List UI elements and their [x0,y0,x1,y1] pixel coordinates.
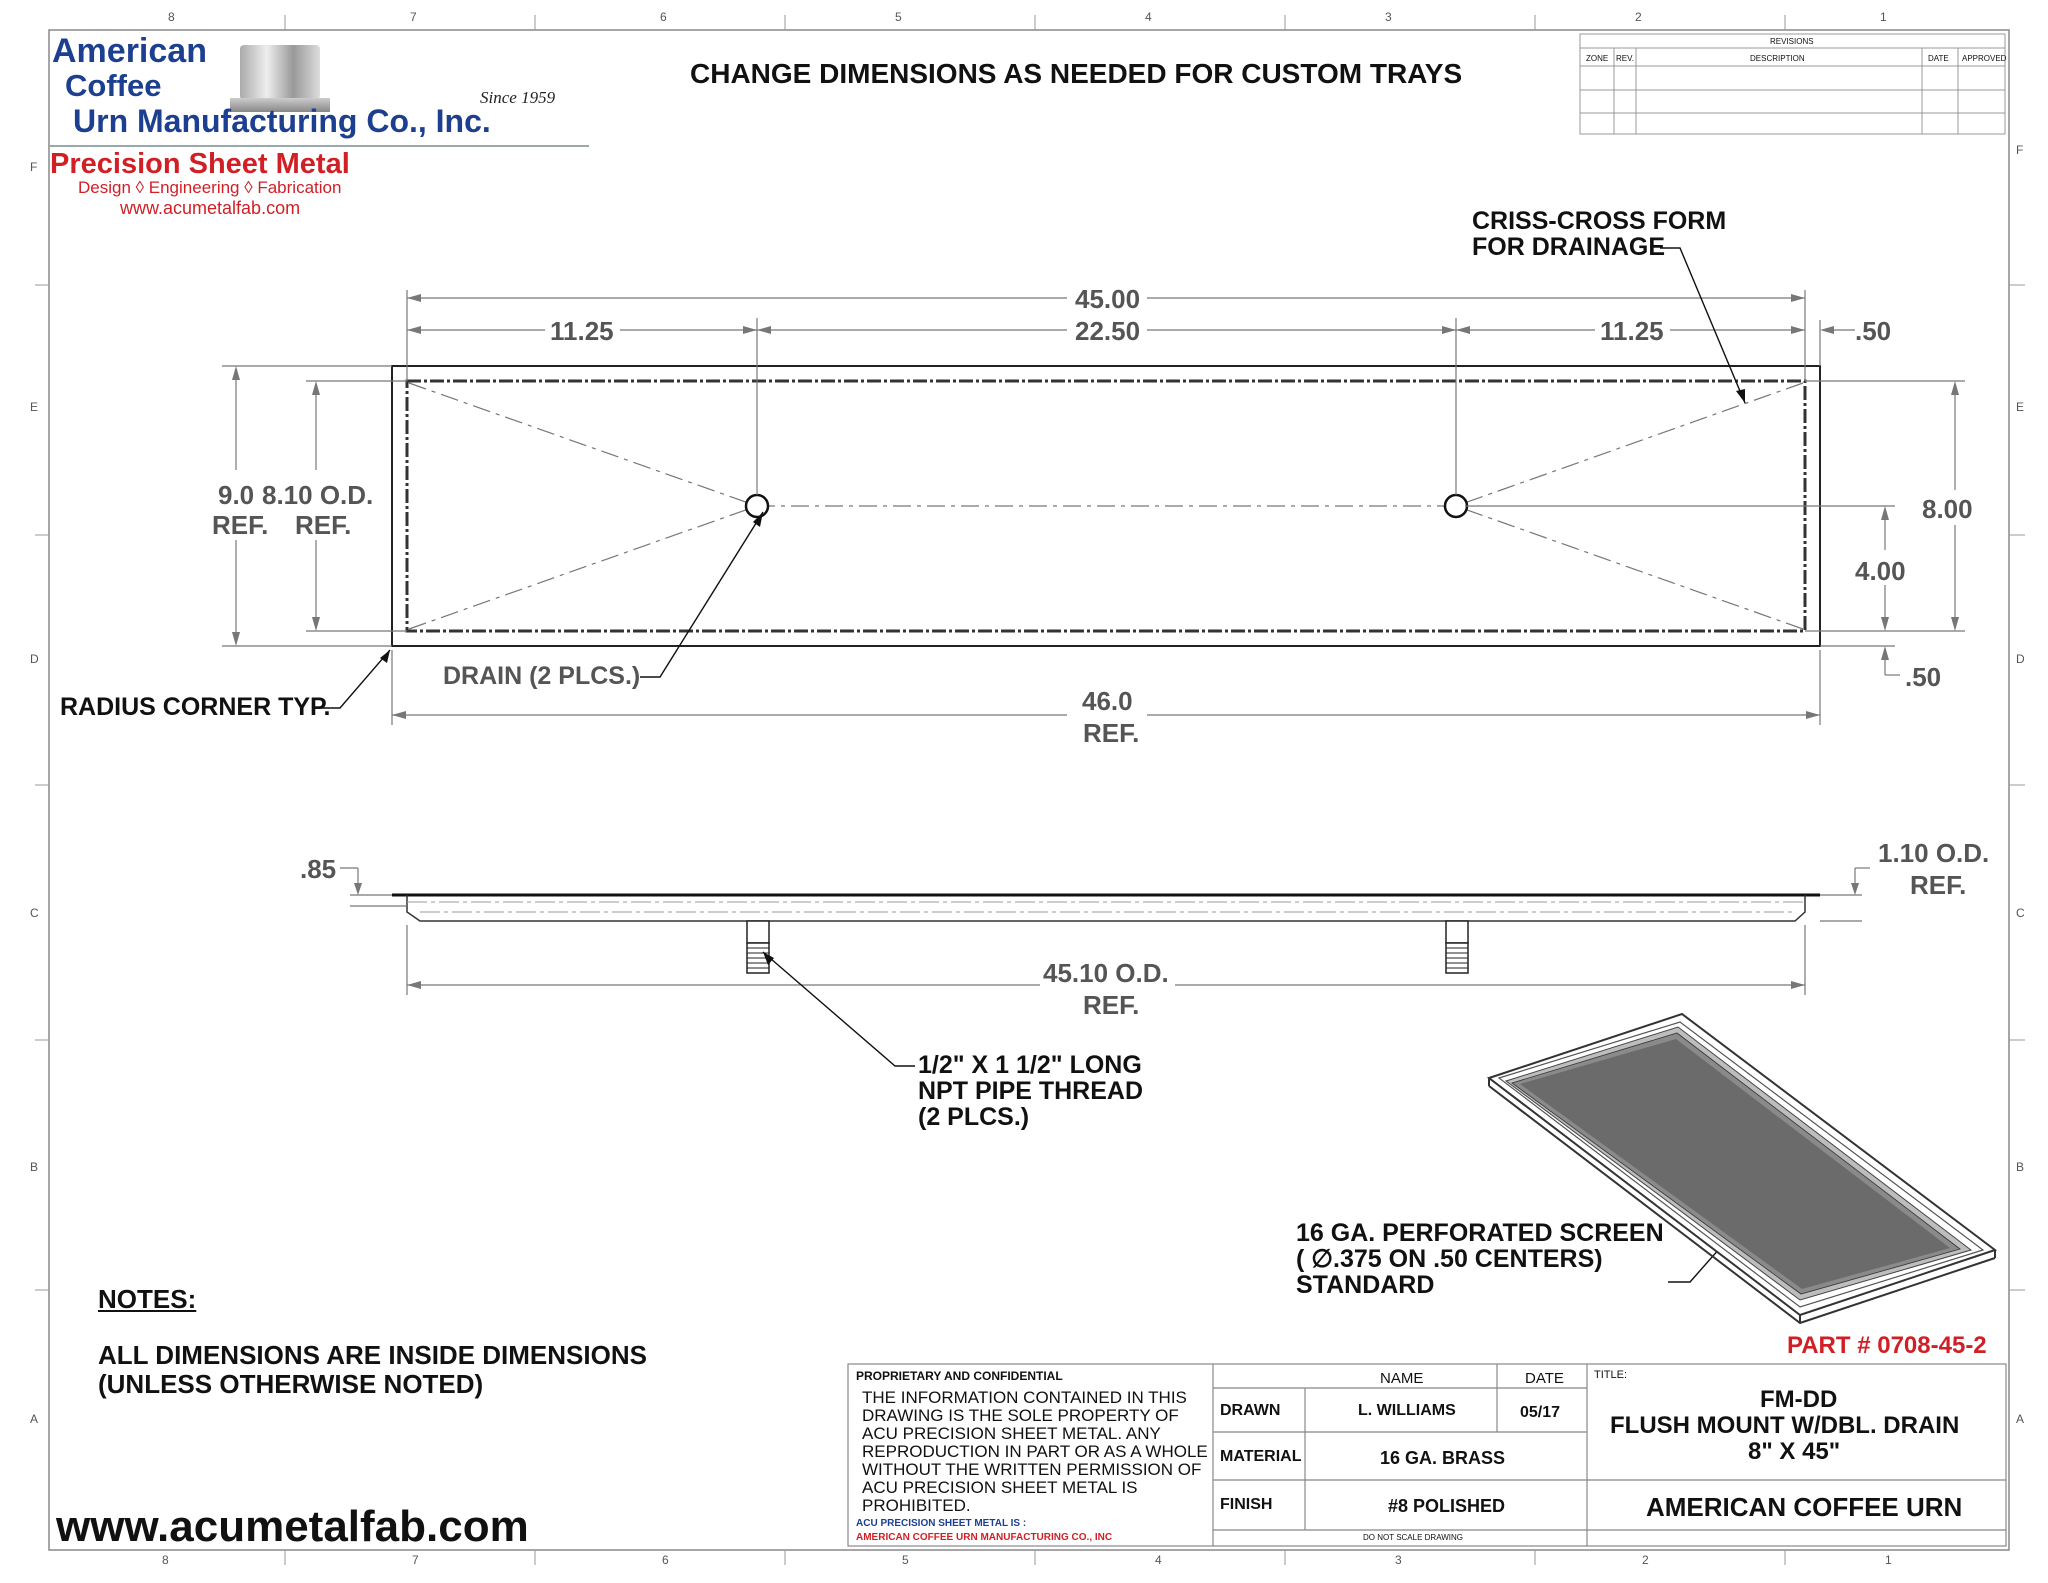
callout-criss-cross-1: CRISS-CROSS FORM [1472,207,1727,235]
sheet-border [49,30,2009,1550]
callout-thread-2: NPT PIPE THREAD [918,1077,1144,1105]
isometric-view [1489,1014,1995,1323]
grid-col-top-7: 7 [410,10,417,24]
grid-col-bottom-6: 6 [662,1553,669,1567]
notes-line-2: (UNLESS OTHERWISE NOTED) [98,1369,484,1399]
prop-line-6: ACU PRECISION SHEET METAL IS [862,1478,1138,1497]
prop-line-1: THE INFORMATION CONTAINED IN THIS [862,1388,1187,1407]
callout-thread-3: (2 PLCS.) [918,1103,1030,1131]
drawn-label: DRAWN [1220,1402,1281,1419]
grid-col-bottom-4: 4 [1155,1553,1162,1567]
prop-line-3: ACU PRECISION SHEET METAL. ANY [862,1424,1161,1443]
callout-thread-1: 1/2" X 1 1/2" LONG [918,1051,1142,1079]
notes-line-1: ALL DIMENSIONS ARE INSIDE DIMENSIONS [98,1340,647,1370]
dim-right-offset: 11.25 [1600,316,1664,346]
prop-heading: PROPRIETARY AND CONFIDENTIAL [856,1369,1063,1383]
logo-line-coffee: Coffee [65,68,162,103]
grid-row-right-a: A [2016,1412,2025,1426]
title-line-3: 8" X 45" [1748,1438,1841,1465]
side-body [407,895,1805,921]
acu-line-1: ACU PRECISION SHEET METAL IS : [856,1518,1027,1529]
prop-line-2: DRAWING IS THE SOLE PROPERTY OF [862,1406,1179,1425]
revisions-col-date: DATE [1928,54,1949,63]
drawn-date: 05/17 [1520,1404,1561,1421]
dim-od-length-ref: REF. [1083,990,1140,1020]
revisions-title: REVISIONS [1770,37,1814,46]
grid-row-right-e: E [2016,400,2025,414]
logo-since: Since 1959 [480,88,556,107]
grid-col-bottom-2: 2 [1642,1553,1649,1567]
grid-col-top-1: 1 [1880,10,1887,24]
page-banner: CHANGE DIMENSIONS AS NEEDED FOR CUSTOM TRAYS [690,58,1463,89]
grid-ticks [35,15,2025,1565]
dim-center-span: 22.50 [1075,316,1141,346]
grid-row-left-c: C [30,906,39,920]
logo-line-american: American [52,32,207,70]
dim-ref-height-ref: REF. [212,510,269,540]
grid-col-bottom-8: 8 [162,1553,169,1567]
revisions-table-lines [1580,34,2005,134]
callout-screen-3: STANDARD [1296,1271,1435,1299]
grid-row-left-a: A [30,1412,39,1426]
revisions-col-approved: APPROVED [1962,54,2007,63]
material-value: 16 GA. BRASS [1380,1448,1506,1468]
dimension-lines-top [222,290,1965,725]
grid-row-right-b: B [2016,1160,2025,1174]
logo-services: Design ◊ Engineering ◊ Fabrication [78,178,342,197]
notes-heading: NOTES: [98,1284,197,1314]
dim-depth: .85 [300,854,337,884]
grid-col-top-3: 3 [1385,10,1392,24]
dim-inside-height: 8.00 [1922,494,1973,524]
grid-col-bottom-7: 7 [412,1553,419,1567]
part-number: PART # 0708-45-2 [1787,1332,1987,1359]
callout-drain: DRAIN (2 PLCS.) [443,662,641,690]
grid-row-right-d: D [2016,652,2025,666]
dim-od-depth-ref: REF. [1910,870,1967,900]
title-line-1: FM-DD [1760,1386,1838,1413]
drawn-name: L. WILLIAMS [1358,1402,1456,1419]
dim-overall-width: 45.00 [1075,284,1141,314]
grid-row-right-f: F [2016,143,2024,157]
title-label: TITLE: [1594,1369,1628,1381]
thread-left [747,921,769,973]
grid-col-top-5: 5 [895,10,902,24]
revisions-col-rev: REV. [1616,54,1634,63]
finish-value: #8 POLISHED [1388,1496,1506,1516]
prop-line-4: REPRODUCTION IN PART OR AS A WHOLE [862,1442,1208,1461]
revisions-col-zone: ZONE [1586,54,1609,63]
dim-od-depth: 1.10 O.D. [1878,838,1990,868]
footer-url[interactable]: www.acumetalfab.com [56,1502,529,1551]
dim-total-length: 46.0 [1082,686,1133,716]
dim-bottom-flange: .50 [1905,662,1942,692]
grid-col-bottom-3: 3 [1395,1553,1402,1567]
grid-row-left-b: B [30,1160,39,1174]
prop-line-7: PROHIBITED. [862,1496,971,1515]
logo-url[interactable]: www.acumetalfab.com [120,198,301,218]
logo-tagline: Precision Sheet Metal [50,148,350,180]
callout-radius: RADIUS CORNER TYP. [60,693,331,721]
prop-line-5: WITHOUT THE WRITTEN PERMISSION OF [862,1460,1202,1479]
grid-row-left-d: D [30,652,39,666]
leader-lines-top [318,248,1745,708]
dim-od-length: 45.10 O.D. [1043,958,1169,988]
dim-total-length-ref: REF. [1083,718,1140,748]
title-line-2: FLUSH MOUNT W/DBL. DRAIN [1610,1412,1960,1439]
leader-arrows-top [380,389,1745,663]
dim-left-offset: 11.25 [550,316,614,346]
dim-od-height: 8.10 O.D. [262,480,374,510]
callout-screen-1: 16 GA. PERFORATED SCREEN [1296,1219,1664,1247]
callout-screen-2: ( ∅.375 ON .50 CENTERS) [1296,1245,1603,1273]
grid-col-bottom-1: 1 [1885,1553,1892,1567]
drain-left [746,495,768,517]
grid-col-top-6: 6 [660,10,667,24]
finish-label: FINISH [1220,1496,1273,1513]
name-header: NAME [1380,1370,1424,1387]
acu-line-2: AMERICAN COFFEE URN MANUFACTURING CO., INC [856,1532,1113,1543]
grid-col-bottom-5: 5 [902,1553,909,1567]
date-header: DATE [1525,1370,1564,1387]
callout-criss-cross-2: FOR DRAINAGE [1472,233,1666,261]
dim-flange: .50 [1855,316,1892,346]
revisions-col-description: DESCRIPTION [1750,54,1805,63]
logo-divider [49,145,589,147]
logo-line-urn: Urn Manufacturing Co., Inc. [73,103,491,139]
grid-row-right-c: C [2016,906,2025,920]
grid-row-left-e: E [30,400,39,414]
grid-col-top-2: 2 [1635,10,1642,24]
dim-od-height-ref: REF. [295,510,352,540]
grid-col-top-8: 8 [168,10,175,24]
thread-right [1446,921,1468,973]
drain-right [1445,495,1467,517]
no-scale-note: DO NOT SCALE DRAWING [1363,1533,1464,1542]
company-name: AMERICAN COFFEE URN [1646,1492,1963,1522]
dim-ref-height: 9.0 [218,480,255,510]
material-label: MATERIAL [1220,1448,1302,1465]
dim-drain-center: 4.00 [1855,556,1906,586]
grid-row-left-f: F [30,160,38,174]
grid-col-top-4: 4 [1145,10,1152,24]
